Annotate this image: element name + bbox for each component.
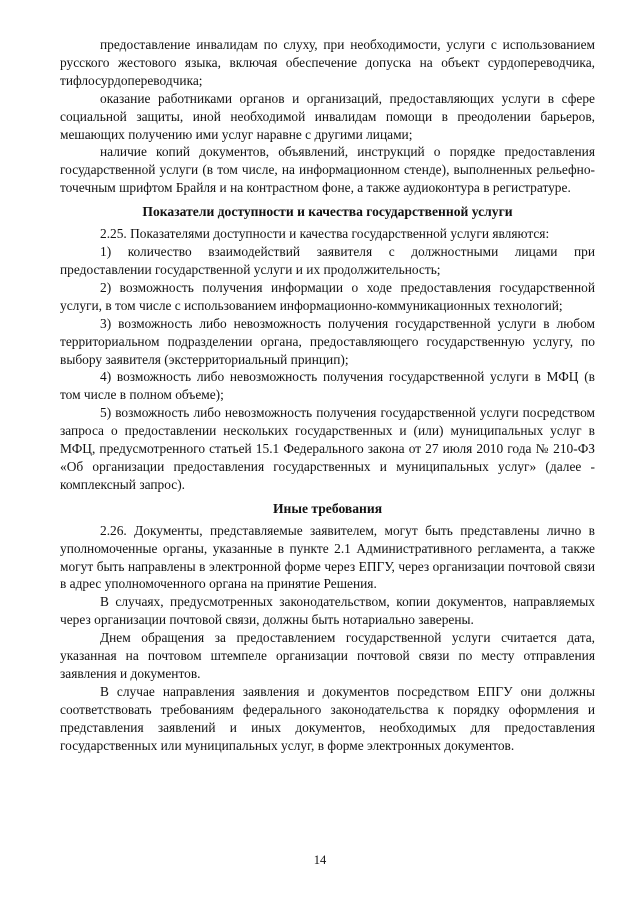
paragraph: Днем обращения за предоставлением государственной услуги считается дата, указанная на почтовом штемпеле организации почтовой связи по месту отправления заявления и документов. [60, 630, 595, 681]
paragraph: оказание работниками органов и организаций, предоставляющих услуги в сфере социальной защиты, иной необходимой инвалидам помощи в преодолении барьеров, мешающих получению ими услуг наравне с другими лицами; [60, 90, 595, 142]
paragraph: 2) возможность получения информации о ходе предоставления государственной услуги, в том числе с использованием информационно-коммуникационных технологий; [60, 279, 595, 313]
paragraph: 3) возможность либо невозможность получения государственной услуги в любом территориальном подразделении органа, предоставляющего государственную услугу, по выбору заявителя (экстерриториальный принцип); [60, 315, 595, 367]
paragraph: 2.26. Документы, представляемые заявителем, могут быть представлены лично в уполномоченные органы, указанные в пункте 2.1 Административного регламента, а также могут быть направлены в электронной форме через ЕПГУ, через организации почтовой связи в адрес уполномоченного органа на принятие Решения. [60, 522, 595, 592]
section-heading: Иные требования [272, 500, 383, 516]
document-page [60, 36, 595, 755]
paragraph: 4) возможность либо невозможность получения государственной услуги в МФЦ (в том числе в полном объеме); [60, 369, 595, 403]
paragraph: В случаях, предусмотренных законодательством, копии документов, направляемых через организации почтовой связи, должны быть нотариально заверены. [60, 594, 595, 628]
paragraph: наличие копий документов, объявлений, инструкций о порядке предоставления государственной услуги (в том числе, на информационном стенде), выполненных рельефно-точечным шрифтом Брайля и на контрастном фоне, а также аудиоконтура в регистратуре. [60, 144, 595, 196]
paragraph: 1) количество взаимодействий заявителя с должностными лицами при предоставлении государственной услуги и их продолжительность; [60, 244, 595, 277]
paragraph: 2.25. Показателями доступности и качества государственной услуги являются: [100, 226, 550, 242]
page-number: 14 [313, 853, 327, 867]
paragraph: предоставление инвалидам по слуху, при необходимости, услуги с использованием русского жестового языка, включая обеспечение допуска на объект сурдопереводчика, тифлосурдопереводчика; [60, 37, 595, 88]
paragraph: В случае направления заявления и документов посредством ЕПГУ они должны соответствовать требованиям федерального законодательства к порядку оформления и представления заявлений и иных документов, необходимых для предоставления государственных или муниципальных услуг, в форме электронных документов. [60, 683, 595, 753]
section-heading: Показатели доступности и качества государственной услуги [142, 204, 513, 220]
paragraph: 5) возможность либо невозможность получения государственной услуги посредством запроса о предоставлении нескольких государственных и (или) муниципальных услуг в МФЦ, предусмотренного статьей 15.1 Федерального закона от 27 июля 2010 года № 210-ФЗ «Об организации предоставления государственных и муниципальных услуг» (далее - комплексный запрос). [60, 405, 595, 492]
